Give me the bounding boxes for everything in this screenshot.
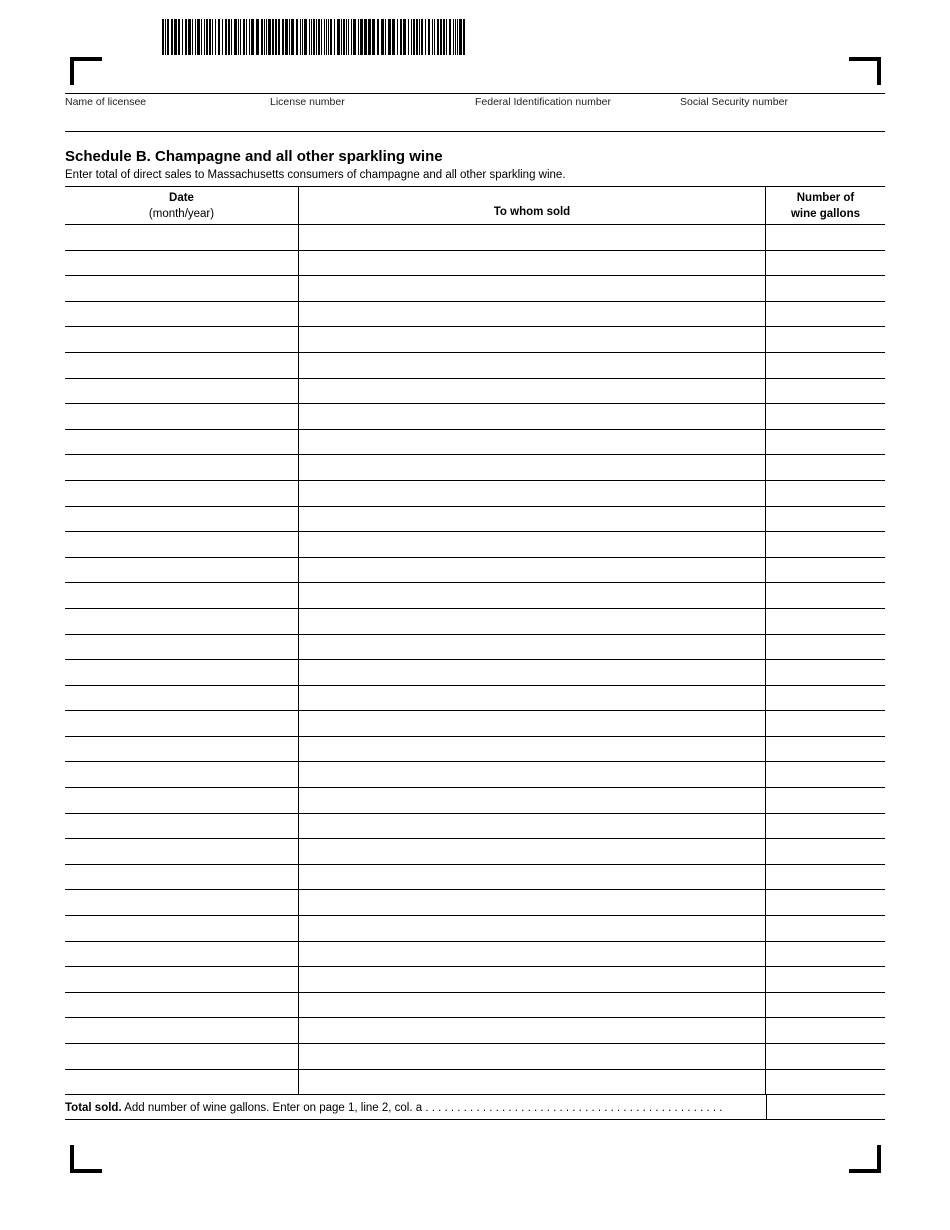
gallons-field[interactable]	[766, 404, 885, 429]
sold-to-field[interactable]	[299, 711, 766, 736]
barcode-bar	[353, 19, 356, 55]
gallons-field[interactable]	[766, 225, 885, 250]
barcode-bar	[388, 19, 391, 55]
table-row	[65, 353, 885, 379]
table-row	[65, 993, 885, 1019]
date-header-label: Date	[169, 192, 194, 204]
barcode-bar	[440, 19, 442, 55]
barcode-bar	[266, 19, 267, 55]
barcode-bar	[240, 19, 241, 55]
date-field[interactable]	[65, 558, 299, 583]
gallons-field[interactable]	[766, 455, 885, 480]
barcode-bar	[197, 19, 200, 55]
sold-to-field[interactable]	[299, 993, 766, 1018]
barcode-bar	[437, 19, 439, 55]
barcode-bar	[302, 19, 303, 55]
barcode-bar	[413, 19, 415, 55]
table-row	[65, 225, 885, 251]
barcode-bar	[343, 19, 345, 55]
sold-to-field[interactable]	[299, 890, 766, 915]
total-instruction: Add number of wine gallons. Enter on page 1, line 2, col. a . . . . . . . . . . . . . . . . . . . . . . . . . . . . . . . . . . . . . . . . . . . . . . .	[121, 1102, 723, 1115]
table-row	[65, 865, 885, 891]
gallons-field[interactable]	[766, 916, 885, 941]
barcode-bar	[449, 19, 451, 55]
barcode-bar	[421, 19, 423, 55]
barcode-bar	[165, 19, 166, 55]
barcode-bar	[455, 19, 456, 55]
sold-to-field[interactable]	[299, 635, 766, 660]
barcode-bar	[397, 19, 398, 55]
date-field[interactable]	[65, 1070, 299, 1095]
barcode-bar	[377, 19, 379, 55]
table-row	[65, 942, 885, 968]
gallons-field[interactable]	[766, 353, 885, 378]
barcode-bar	[372, 19, 375, 55]
barcode-bar	[264, 19, 265, 55]
federal-id-label: Federal Identification number	[475, 96, 611, 108]
barcode-bar	[434, 19, 435, 55]
barcode-bar	[328, 19, 329, 55]
table-row	[65, 1018, 885, 1044]
date-field[interactable]	[65, 609, 299, 634]
total-row	[65, 1095, 885, 1120]
gallons-field[interactable]	[766, 558, 885, 583]
sold-to-field[interactable]	[299, 327, 766, 352]
barcode-bar	[326, 19, 327, 55]
date-field[interactable]	[65, 814, 299, 839]
barcode-bar	[275, 19, 277, 55]
barcode-bar	[296, 19, 298, 55]
gallons-header-line1: Number of	[796, 192, 855, 204]
date-field[interactable]	[65, 967, 299, 992]
barcode-bar	[167, 19, 169, 55]
barcode-bar	[222, 19, 223, 55]
barcode-bar	[234, 19, 237, 55]
registration-mark-top-left	[70, 57, 102, 85]
gallons-field[interactable]	[766, 1070, 885, 1095]
total-label: Total sold.	[65, 1102, 122, 1115]
gallons-field[interactable]	[766, 276, 885, 301]
date-field[interactable]	[65, 788, 299, 813]
barcode-bar	[311, 19, 312, 55]
table-row	[65, 686, 885, 712]
barcode-bar	[408, 19, 409, 55]
barcode-bar	[459, 19, 462, 55]
sold-to-field[interactable]	[299, 251, 766, 276]
barcode-bar	[428, 19, 430, 55]
gallons-field[interactable]	[766, 1018, 885, 1043]
sold-to-field[interactable]	[299, 430, 766, 455]
barcode-bar	[209, 19, 211, 55]
barcode-bar	[246, 19, 247, 55]
barcode-bar	[419, 19, 420, 55]
gallons-field[interactable]	[766, 1044, 885, 1069]
barcode-bar	[171, 19, 173, 55]
barcode-bar	[432, 19, 433, 55]
table-row	[65, 967, 885, 993]
sold-to-field[interactable]	[299, 532, 766, 557]
table-row	[65, 1070, 885, 1096]
gallons-field[interactable]	[766, 814, 885, 839]
date-field[interactable]	[65, 225, 299, 250]
barcode-bar	[425, 19, 426, 55]
table-row	[65, 455, 885, 481]
sold-to-field[interactable]	[299, 302, 766, 327]
barcode-bar	[321, 19, 322, 55]
table-row	[65, 276, 885, 302]
sold-to-field[interactable]	[299, 404, 766, 429]
name-of-licensee-label: Name of licensee	[65, 96, 147, 108]
barcode-bar	[463, 19, 465, 55]
table-body	[65, 225, 885, 1095]
table-row	[65, 379, 885, 405]
gallons-field[interactable]	[766, 942, 885, 967]
barcode-bar	[192, 19, 193, 55]
date-field[interactable]	[65, 532, 299, 557]
barcode-bar	[443, 19, 445, 55]
barcode-bar	[218, 19, 220, 55]
barcode-bar	[337, 19, 340, 55]
barcode-bar	[392, 19, 395, 55]
schedule-instruction: Enter total of direct sales to Massachusetts consumers of champagne and all other sparkling wine.	[65, 169, 566, 181]
date-field[interactable]	[65, 686, 299, 711]
date-field[interactable]	[65, 993, 299, 1018]
barcode	[162, 19, 468, 55]
table-row	[65, 711, 885, 737]
sold-to-field[interactable]	[299, 942, 766, 967]
date-field[interactable]	[65, 839, 299, 864]
barcode-bar	[446, 19, 447, 55]
date-field[interactable]	[65, 276, 299, 301]
table-row	[65, 507, 885, 533]
barcode-bar	[182, 19, 183, 55]
table-row	[65, 327, 885, 353]
barcode-bar	[272, 19, 274, 55]
sold-to-field[interactable]	[299, 583, 766, 608]
barcode-bar	[348, 19, 349, 55]
barcode-bar	[206, 19, 208, 55]
barcode-bar	[174, 19, 177, 55]
table-row	[65, 583, 885, 609]
sales-table	[65, 186, 885, 1120]
gallons-field[interactable]	[766, 583, 885, 608]
barcode-bar	[341, 19, 342, 55]
gallons-field[interactable]	[766, 609, 885, 634]
table-row	[65, 916, 885, 942]
barcode-bar	[268, 19, 271, 55]
barcode-bar	[364, 19, 367, 55]
barcode-bar	[300, 19, 301, 55]
barcode-bar	[212, 19, 213, 55]
barcode-bar	[278, 19, 280, 55]
sold-to-field[interactable]	[299, 814, 766, 839]
table-row	[65, 1044, 885, 1070]
table-row	[65, 839, 885, 865]
gallons-field[interactable]	[766, 762, 885, 787]
date-field[interactable]	[65, 762, 299, 787]
date-field[interactable]	[65, 890, 299, 915]
date-field[interactable]	[65, 302, 299, 327]
barcode-bar	[291, 19, 294, 55]
date-field[interactable]	[65, 430, 299, 455]
sold-to-field[interactable]	[299, 276, 766, 301]
gallons-field[interactable]	[766, 788, 885, 813]
table-row	[65, 660, 885, 686]
date-field[interactable]	[65, 942, 299, 967]
table-header	[65, 186, 885, 225]
date-field[interactable]	[65, 455, 299, 480]
id-bottom-rule	[65, 131, 885, 132]
barcode-bar	[351, 19, 352, 55]
barcode-bar	[249, 19, 250, 55]
gallons-field[interactable]	[766, 251, 885, 276]
barcode-bar	[416, 19, 418, 55]
gallons-field[interactable]	[766, 839, 885, 864]
sold-to-field[interactable]	[299, 916, 766, 941]
id-top-rule	[65, 93, 885, 94]
barcode-bar	[324, 19, 325, 55]
barcode-bar	[201, 19, 202, 55]
date-field[interactable]	[65, 865, 299, 890]
column-header-wine-gallons	[766, 187, 885, 224]
gallons-field[interactable]	[766, 737, 885, 762]
barcode-bar	[215, 19, 216, 55]
sold-to-field[interactable]	[299, 686, 766, 711]
date-field[interactable]	[65, 583, 299, 608]
table-row	[65, 481, 885, 507]
date-field[interactable]	[65, 1018, 299, 1043]
gallons-field[interactable]	[766, 660, 885, 685]
barcode-bar	[318, 19, 320, 55]
table-row	[65, 404, 885, 430]
date-field[interactable]	[65, 737, 299, 762]
gallons-field[interactable]	[766, 865, 885, 890]
gallons-header-line2: wine gallons	[790, 208, 860, 220]
table-row	[65, 532, 885, 558]
barcode-bar	[178, 19, 180, 55]
date-field[interactable]	[65, 327, 299, 352]
table-row	[65, 251, 885, 277]
registration-mark-top-right	[849, 57, 881, 85]
barcode-bar	[251, 19, 254, 55]
table-row	[65, 890, 885, 916]
barcode-bar	[188, 19, 191, 55]
date-field[interactable]	[65, 379, 299, 404]
gallons-field[interactable]	[766, 302, 885, 327]
barcode-bar	[185, 19, 187, 55]
barcode-bar	[313, 19, 315, 55]
sold-to-field[interactable]	[299, 353, 766, 378]
table-row	[65, 430, 885, 456]
barcode-bar	[204, 19, 205, 55]
gallons-field[interactable]	[766, 635, 885, 660]
sold-to-field[interactable]	[299, 558, 766, 583]
gallons-field[interactable]	[766, 481, 885, 506]
sold-to-field[interactable]	[299, 507, 766, 532]
barcode-bar	[231, 19, 232, 55]
license-number-label: License number	[270, 96, 345, 108]
sold-to-field[interactable]	[299, 865, 766, 890]
date-field[interactable]	[65, 404, 299, 429]
barcode-bar	[358, 19, 359, 55]
sold-to-field[interactable]	[299, 839, 766, 864]
barcode-bar	[368, 19, 371, 55]
barcode-bar	[162, 19, 164, 55]
sold-to-field[interactable]	[299, 737, 766, 762]
date-field[interactable]	[65, 635, 299, 660]
date-field[interactable]	[65, 711, 299, 736]
gallons-field[interactable]	[766, 686, 885, 711]
registration-mark-bottom-right	[849, 1145, 881, 1173]
sold-to-field[interactable]	[299, 1044, 766, 1069]
date-field[interactable]	[65, 353, 299, 378]
sold-to-field[interactable]	[299, 660, 766, 685]
date-header-sublabel: (month/year)	[148, 208, 215, 220]
sold-to-field[interactable]	[299, 788, 766, 813]
gallons-field[interactable]	[766, 532, 885, 557]
schedule-title: Schedule B. Champagne and all other sparkling wine	[65, 148, 443, 165]
table-row	[65, 788, 885, 814]
sold-to-field[interactable]	[299, 1018, 766, 1043]
barcode-bar	[411, 19, 412, 55]
ssn-label: Social Security number	[680, 96, 788, 108]
barcode-bar	[346, 19, 347, 55]
barcode-bar	[225, 19, 227, 55]
gallons-field[interactable]	[766, 967, 885, 992]
barcode-bar	[457, 19, 458, 55]
barcode-bar	[261, 19, 263, 55]
sold-to-field[interactable]	[299, 967, 766, 992]
barcode-bar	[282, 19, 284, 55]
date-field[interactable]	[65, 916, 299, 941]
gallons-field[interactable]	[766, 711, 885, 736]
table-row	[65, 302, 885, 328]
sold-to-field[interactable]	[299, 762, 766, 787]
barcode-bar	[385, 19, 386, 55]
barcode-bar	[243, 19, 245, 55]
barcode-bar	[400, 19, 402, 55]
barcode-bar	[316, 19, 317, 55]
barcode-bar	[238, 19, 239, 55]
total-gallons-field[interactable]	[766, 1095, 885, 1119]
table-row	[65, 814, 885, 840]
gallons-field[interactable]	[766, 327, 885, 352]
barcode-bar	[285, 19, 288, 55]
barcode-bar	[381, 19, 384, 55]
sold-to-field[interactable]	[299, 225, 766, 250]
sold-to-field[interactable]	[299, 609, 766, 634]
barcode-bar	[330, 19, 332, 55]
registration-mark-bottom-left	[70, 1145, 102, 1173]
table-row	[65, 635, 885, 661]
table-row	[65, 762, 885, 788]
table-row	[65, 558, 885, 584]
date-field[interactable]	[65, 251, 299, 276]
barcode-bar	[403, 19, 406, 55]
sold-to-field[interactable]	[299, 481, 766, 506]
gallons-field[interactable]	[766, 507, 885, 532]
barcode-bar	[360, 19, 363, 55]
barcode-bar	[453, 19, 454, 55]
table-row	[65, 737, 885, 763]
sold-to-field[interactable]	[299, 1070, 766, 1095]
column-header-date	[65, 187, 299, 224]
sold-to-field[interactable]	[299, 455, 766, 480]
barcode-bar	[256, 19, 259, 55]
gallons-field[interactable]	[766, 890, 885, 915]
barcode-bar	[289, 19, 290, 55]
barcode-bar	[228, 19, 230, 55]
date-field[interactable]	[65, 660, 299, 685]
date-field[interactable]	[65, 481, 299, 506]
column-header-to-whom-sold: To whom sold	[299, 187, 766, 224]
barcode-bar	[334, 19, 335, 55]
gallons-field[interactable]	[766, 430, 885, 455]
gallons-field[interactable]	[766, 379, 885, 404]
date-field[interactable]	[65, 507, 299, 532]
date-field[interactable]	[65, 1044, 299, 1069]
total-text	[65, 1102, 760, 1114]
gallons-field[interactable]	[766, 993, 885, 1018]
table-row	[65, 609, 885, 635]
sold-to-field[interactable]	[299, 379, 766, 404]
barcode-bar	[309, 19, 310, 55]
barcode-bar	[195, 19, 196, 55]
barcode-bar	[304, 19, 307, 55]
